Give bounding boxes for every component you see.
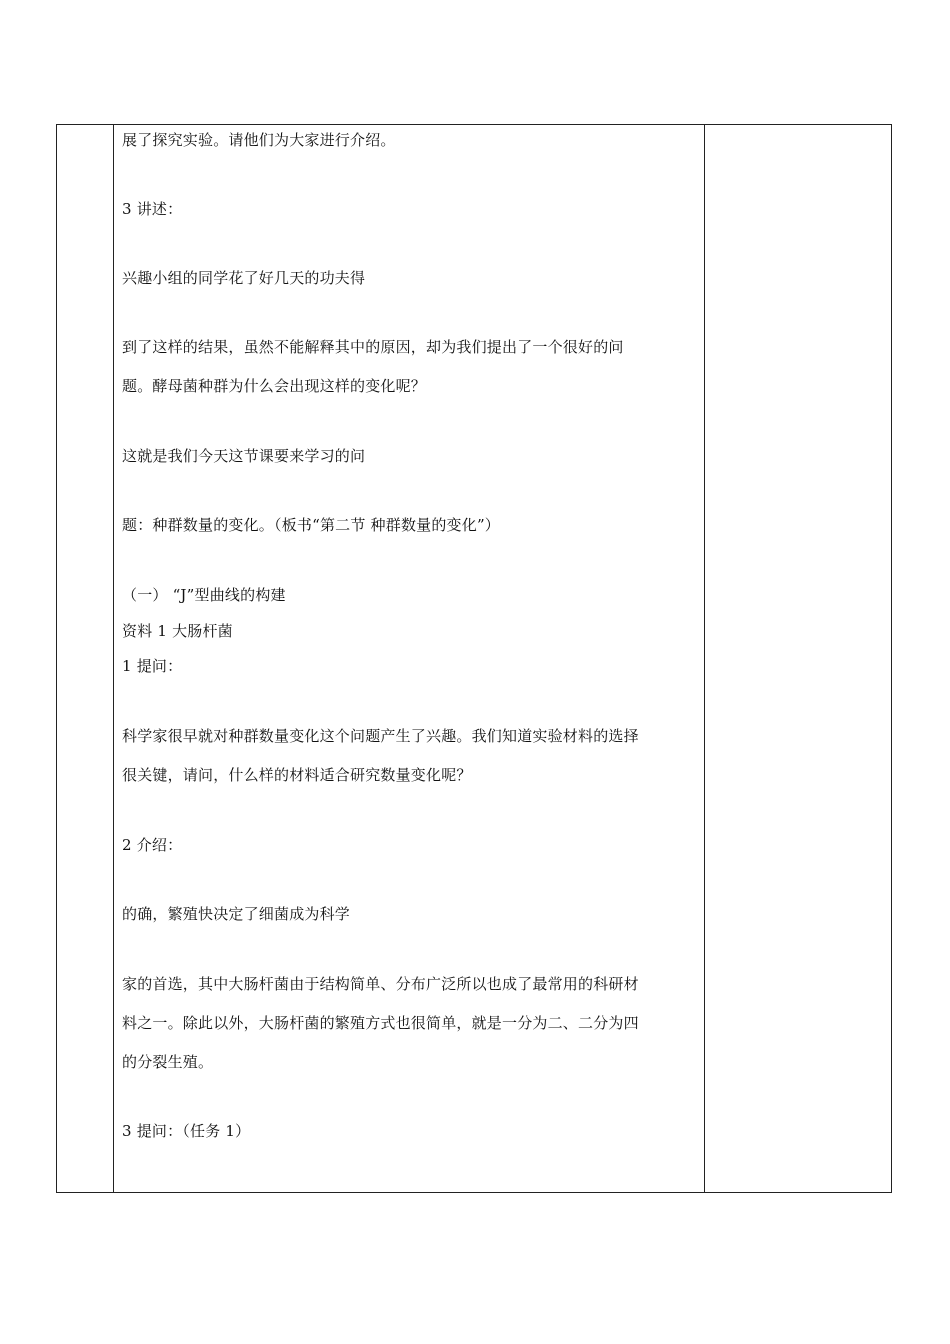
text-line: 3 提问：（任务 1） bbox=[122, 1122, 251, 1140]
text-line: 兴趣小组的同学花了好几天的功夫得 bbox=[122, 269, 366, 287]
section-heading: （一） “J”型曲线的构建 bbox=[122, 586, 286, 604]
column-divider-right bbox=[704, 125, 705, 1192]
text-line: 料之一。除此以外，大肠杆菌的繁殖方式也很简单，就是一分为二、二分为四 bbox=[122, 1014, 639, 1032]
text-line: 3 讲述： bbox=[122, 200, 183, 218]
text-line: 很关键，请问，什么样的材料适合研究数量变化呢？ bbox=[122, 766, 472, 784]
text-line: 题：种群数量的变化。（板书“第二节 种群数量的变化”） bbox=[122, 516, 501, 534]
text-line: 1 提问： bbox=[122, 657, 183, 675]
text-line: 题。酵母菌种群为什么会出现这样的变化呢？ bbox=[122, 377, 427, 395]
column-divider-left bbox=[113, 125, 114, 1192]
text-line: 展了探究实验。请他们为大家进行介绍。 bbox=[122, 131, 396, 149]
text-line: 到了这样的结果，虽然不能解释其中的原因，却为我们提出了一个很好的问 bbox=[122, 338, 624, 356]
text-line: 2 介绍： bbox=[122, 836, 183, 854]
text-line: 这就是我们今天这节课要来学习的问 bbox=[122, 447, 366, 465]
material-heading: 资料 1 大肠杆菌 bbox=[122, 622, 233, 640]
lesson-content-cell bbox=[122, 124, 697, 1193]
text-line: 的分裂生殖。 bbox=[122, 1053, 214, 1071]
text-line: 的确，繁殖快决定了细菌成为科学 bbox=[122, 905, 351, 923]
text-line: 科学家很早就对种群数量变化这个问题产生了兴趣。我们知道实验材料的选择 bbox=[122, 727, 639, 745]
text-line: 家的首选，其中大肠杆菌由于结构简单、分布广泛所以也成了最常用的科研材 bbox=[122, 975, 639, 993]
